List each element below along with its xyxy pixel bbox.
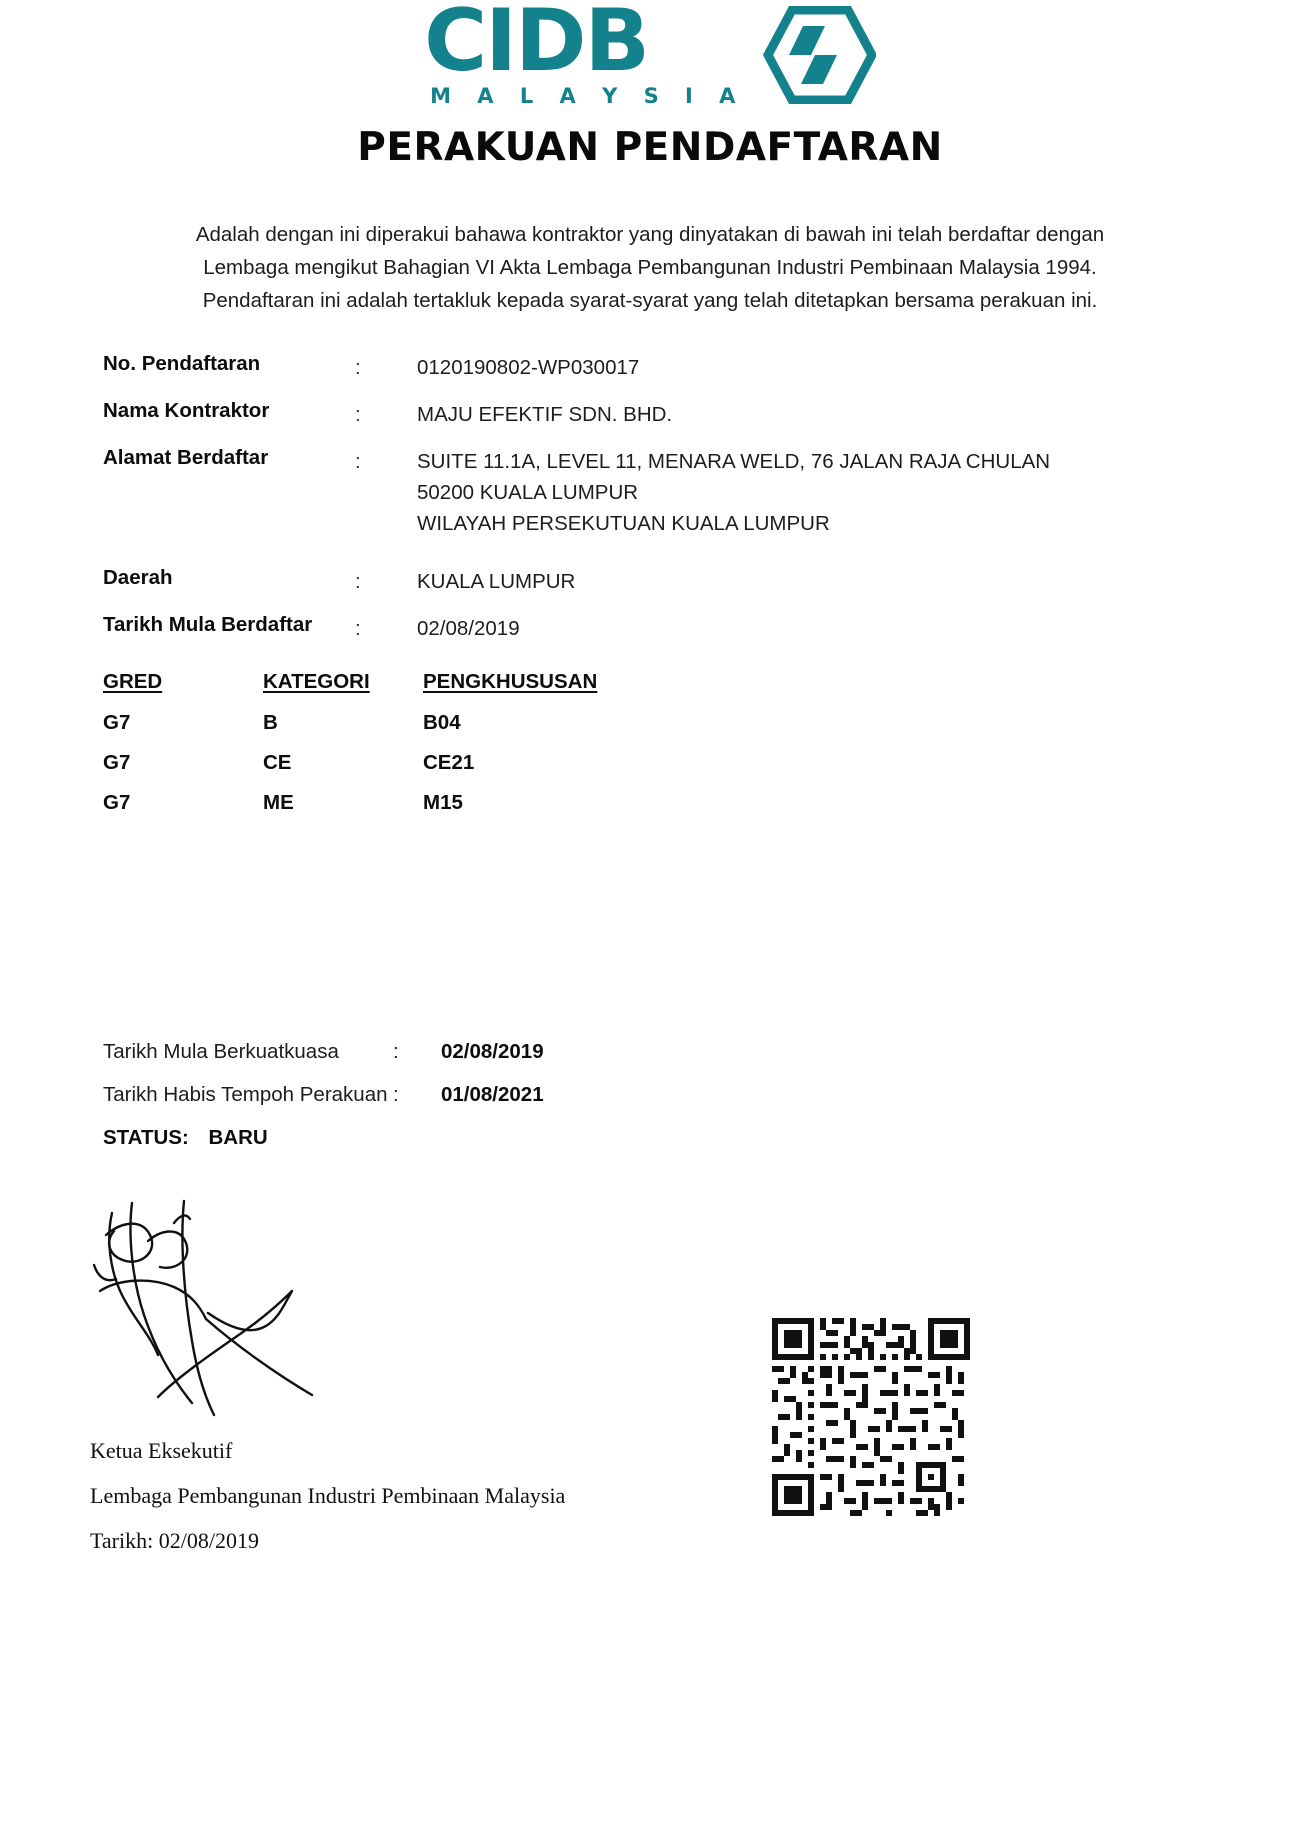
field-value: MAJU EFEKTIF SDN. BHD. (417, 403, 673, 426)
expiry-date-label: Tarikh Habis Tempoh Perakuan (103, 1083, 388, 1106)
field-colon: : (355, 356, 361, 379)
address-line-1: SUITE 11.1A, LEVEL 11, MENARA WELD, 76 JALAN RAJA CHULAN (417, 450, 1051, 473)
table-header-row (103, 670, 723, 694)
cell-kategori: ME (263, 791, 294, 814)
field-colon: : (393, 1040, 399, 1063)
field-district (103, 566, 1223, 597)
field-value: 0120190802-WP030017 (417, 356, 640, 379)
field-label: Daerah (103, 566, 173, 589)
cell-gred: G7 (103, 711, 131, 734)
handwritten-signature (88, 1195, 408, 1430)
address-line-3: WILAYAH PERSEKUTUAN KUALA LUMPUR (417, 512, 830, 535)
cidb-hexagon-h-emblem-icon (751, 6, 876, 109)
expiry-date-value: 01/08/2021 (441, 1083, 544, 1106)
field-value: 02/08/2019 (417, 617, 520, 640)
table-row (103, 711, 723, 735)
validity-section (103, 1040, 544, 1150)
field-label: Nama Kontraktor (103, 399, 270, 422)
field-registration-start-date (103, 613, 1223, 644)
field-label: No. Pendaftaran (103, 352, 261, 375)
details-section (103, 352, 1223, 660)
cell-kategori: B (263, 711, 278, 734)
status-label: STATUS: (103, 1126, 189, 1149)
field-contractor-name (103, 399, 1223, 430)
signatory-date: Tarikh: 02/08/2019 (90, 1528, 259, 1553)
table-row (103, 791, 723, 815)
footer-signatory-block (90, 1438, 565, 1573)
status-badge (103, 1126, 544, 1150)
field-colon: : (355, 617, 361, 640)
field-colon: : (355, 450, 361, 473)
address-line-2: 50200 KUALA LUMPUR (417, 481, 639, 504)
row-effective-date (103, 1040, 544, 1064)
intro-line-3: Pendaftaran ini adalah tertakluk kepada syarat-syarat yang telah ditetapkan bersama perakuan ini. (202, 289, 1098, 312)
logo-wordmark: CIDB (424, 0, 649, 91)
page-title: PERAKUAN PENDAFTARAN (357, 125, 943, 170)
cell-pengkhususan: CE21 (423, 751, 475, 774)
cell-gred: G7 (103, 751, 131, 774)
cell-kategori: CE (263, 751, 292, 774)
status-value: BARU (208, 1126, 268, 1149)
intro-paragraph (90, 218, 1210, 317)
field-label: Tarikh Mula Berdaftar (103, 613, 313, 636)
field-registration-no (103, 352, 1223, 383)
grade-category-table (103, 670, 723, 831)
field-registered-address (103, 446, 1223, 539)
column-header-pengkhususan: PENGKHUSUSAN (423, 670, 598, 693)
intro-line-2: Lembaga mengikut Bahagian VI Akta Lembaga Pembangunan Industri Pembinaan Malaysia 1994. (203, 256, 1097, 279)
column-header-kategori: KATEGORI (263, 670, 370, 693)
column-header-gred: GRED (103, 670, 163, 693)
field-colon: : (355, 403, 361, 426)
table-row (103, 751, 723, 775)
row-expiry-date (103, 1083, 544, 1107)
signatory-organisation: Lembaga Pembangunan Industri Pembinaan Malaysia (90, 1483, 566, 1508)
logo-subtitle: M A L A Y S I A (430, 84, 745, 109)
signatory-title: Ketua Eksekutif (90, 1438, 233, 1463)
effective-date-label: Tarikh Mula Berkuatkuasa (103, 1040, 339, 1063)
field-value: KUALA LUMPUR (417, 570, 576, 593)
qr-code (772, 1318, 970, 1521)
cidb-logo (0, 2, 1300, 109)
effective-date-value: 02/08/2019 (441, 1040, 544, 1063)
field-value (417, 446, 1223, 539)
field-colon: : (355, 570, 361, 593)
cell-gred: G7 (103, 791, 131, 814)
field-label: Alamat Berdaftar (103, 446, 269, 469)
cell-pengkhususan: M15 (423, 791, 463, 814)
intro-line-1: Adalah dengan ini diperakui bahawa kontraktor yang dinyatakan di bawah ini telah berdaftar dengan (195, 223, 1105, 246)
cell-pengkhususan: B04 (423, 711, 461, 734)
field-colon: : (393, 1083, 399, 1106)
